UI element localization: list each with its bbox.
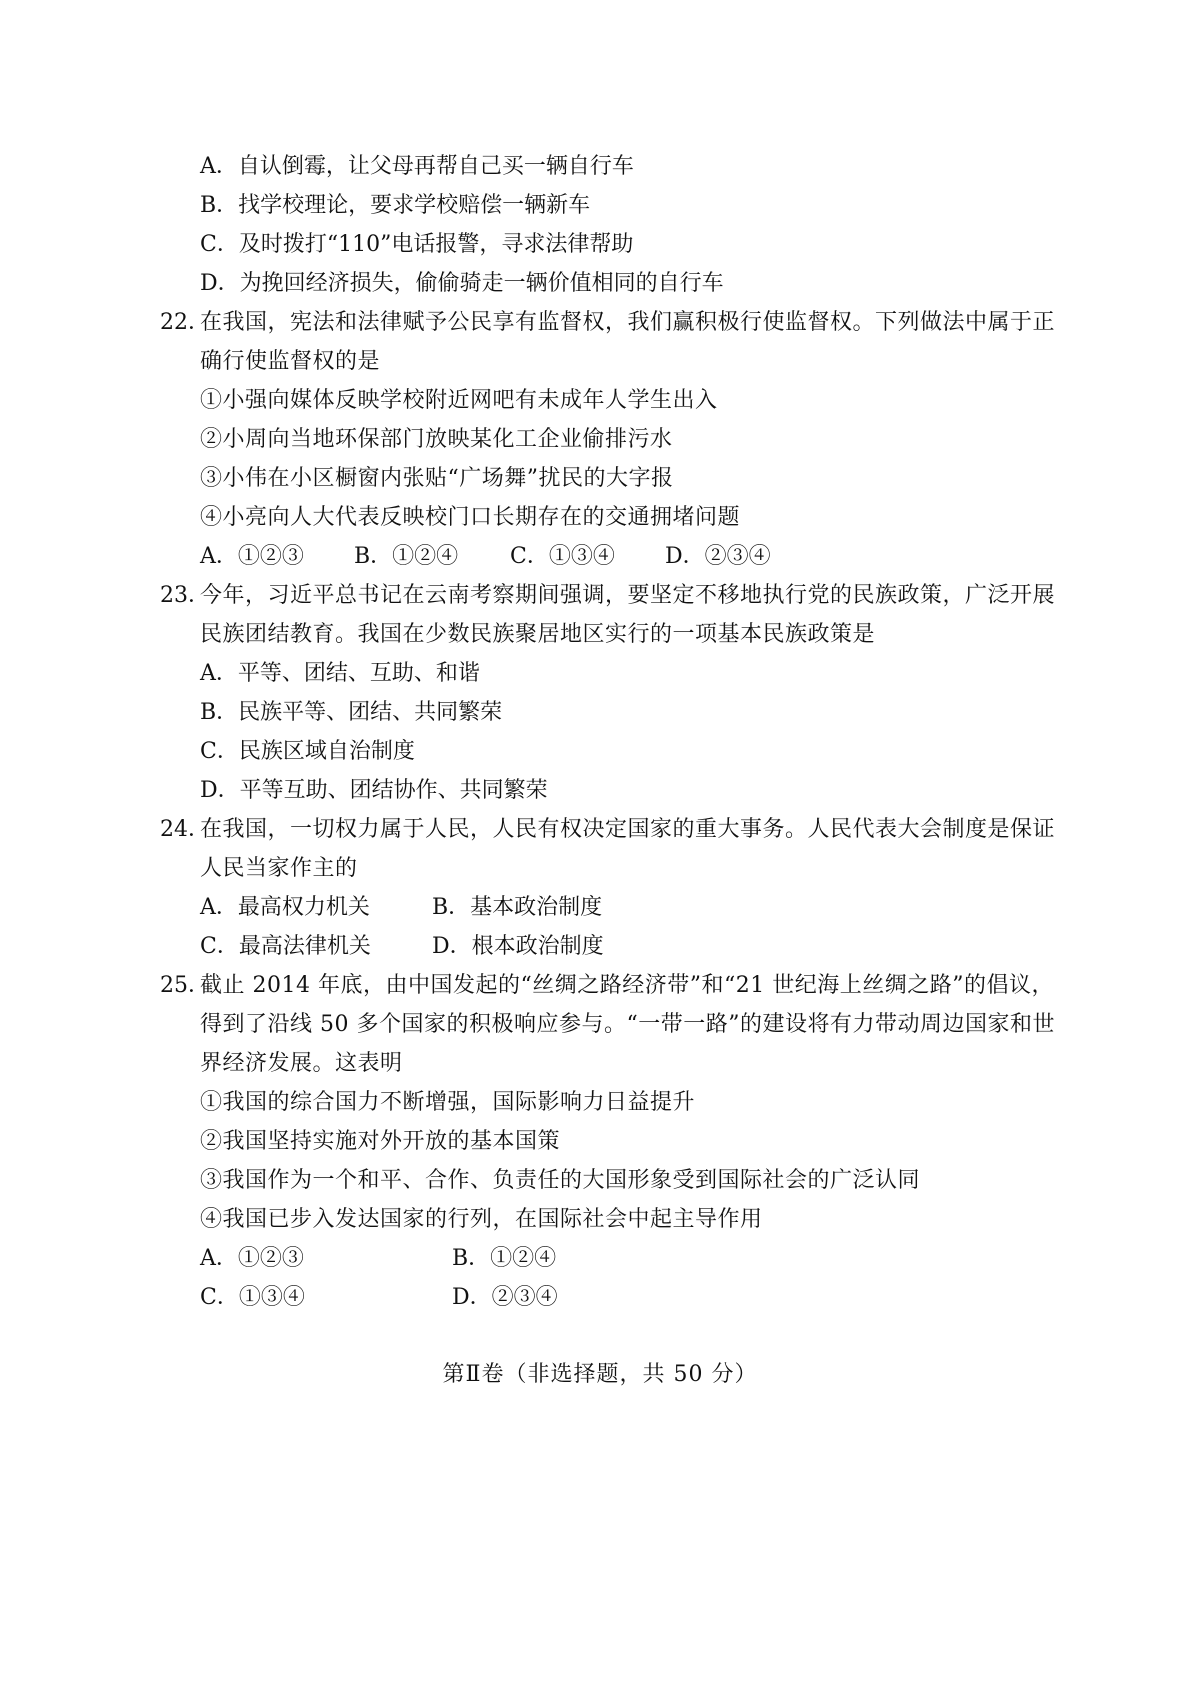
q25-stem-line-1: 截止 2014 年底，由中国发起的“丝绸之路经济带”和“21 世纪海上丝绸之路”的倡议， xyxy=(200,973,1054,998)
q22-option-c: C．①③④ xyxy=(510,544,615,569)
q25-item-1: ①我国的综合国力不断增强，国际影响力日益提升 xyxy=(200,1090,696,1115)
q22-item-4: ④小亮向人大代表反映校门口长期存在的交通拥堵问题 xyxy=(200,505,741,530)
q24-option-a: A．最高权力机关 xyxy=(200,895,370,920)
q25-option-a: A．①②③ xyxy=(200,1246,304,1271)
q25-stem-line-2: 得到了沿线 50 多个国家的积极响应参与。“一带一路”的建设将有力带动周边国家和世 xyxy=(200,1012,1055,1037)
q22-option-a: A．①②③ xyxy=(200,544,304,569)
q25-option-c: C．①③④ xyxy=(200,1285,305,1310)
q23-option-d: D．平等互助、团结协作、共同繁荣 xyxy=(200,778,548,803)
q23-stem-line-1: 今年，习近平总书记在云南考察期间强调，要坚定不移地执行党的民族政策，广泛开展 xyxy=(200,583,1056,608)
q25-item-3: ③我国作为一个和平、合作、负责任的大国形象受到国际社会的广泛认同 xyxy=(200,1168,921,1193)
q25-stem-line-3: 界经济发展。这表明 xyxy=(200,1051,403,1076)
q23-option-a: A．平等、团结、互助、和谐 xyxy=(200,661,480,686)
q24-stem-line-2: 人民当家作主的 xyxy=(200,856,358,881)
section-title: 第Ⅱ卷（非选择题，共 50 分） xyxy=(442,1362,758,1387)
q24-option-c: C．最高法律机关 xyxy=(200,934,371,959)
q22-number: 22． xyxy=(160,310,210,335)
q22-option-d: D．②③④ xyxy=(665,544,771,569)
q24-option-d: D．根本政治制度 xyxy=(432,934,604,959)
q23-stem-line-2: 民族团结教育。我国在少数民族聚居地区实行的一项基本民族政策是 xyxy=(200,622,876,647)
q22-item-1: ①小强向媒体反映学校附近网吧有未成年人学生出入 xyxy=(200,388,718,413)
q22-stem-line-2: 确行使监督权的是 xyxy=(200,349,381,374)
q23-option-c: C．民族区域自治制度 xyxy=(200,739,415,764)
q24-option-b: B．基本政治制度 xyxy=(432,895,603,920)
q23-option-b: B．民族平等、团结、共同繁荣 xyxy=(200,700,503,725)
q23-number: 23． xyxy=(160,583,210,608)
q21-option-c: C．及时拨打“110”电话报警，寻求法律帮助 xyxy=(200,232,634,257)
q21-option-b: B．找学校理论，要求学校赔偿一辆新车 xyxy=(200,193,591,218)
q22-item-2: ②小周向当地环保部门放映某化工企业偷排污水 xyxy=(200,427,673,452)
q21-option-a: A．自认倒霉，让父母再帮自己买一辆自行车 xyxy=(200,154,634,179)
q22-option-b: B．①②④ xyxy=(354,544,459,569)
q22-stem-line-1: 在我国，宪法和法律赋予公民享有监督权，我们赢积极行使监督权。下列做法中属于正 xyxy=(200,310,1056,335)
q21-option-d: D．为挽回经济损失，偷偷骑走一辆价值相同的自行车 xyxy=(200,271,724,296)
q24-number: 24． xyxy=(160,817,210,842)
q22-item-3: ③小伟在小区橱窗内张贴“广场舞”扰民的大字报 xyxy=(200,466,674,491)
q25-option-b: B．①②④ xyxy=(452,1246,557,1271)
q25-item-4: ④我国已步入发达国家的行列，在国际社会中起主导作用 xyxy=(200,1207,763,1232)
q25-number: 25． xyxy=(160,973,210,998)
q25-option-d: D．②③④ xyxy=(452,1285,558,1310)
q25-item-2: ②我国坚持实施对外开放的基本国策 xyxy=(200,1129,561,1154)
q24-stem-line-1: 在我国，一切权力属于人民，人民有权决定国家的重大事务。人民代表大会制度是保证 xyxy=(200,817,1056,842)
